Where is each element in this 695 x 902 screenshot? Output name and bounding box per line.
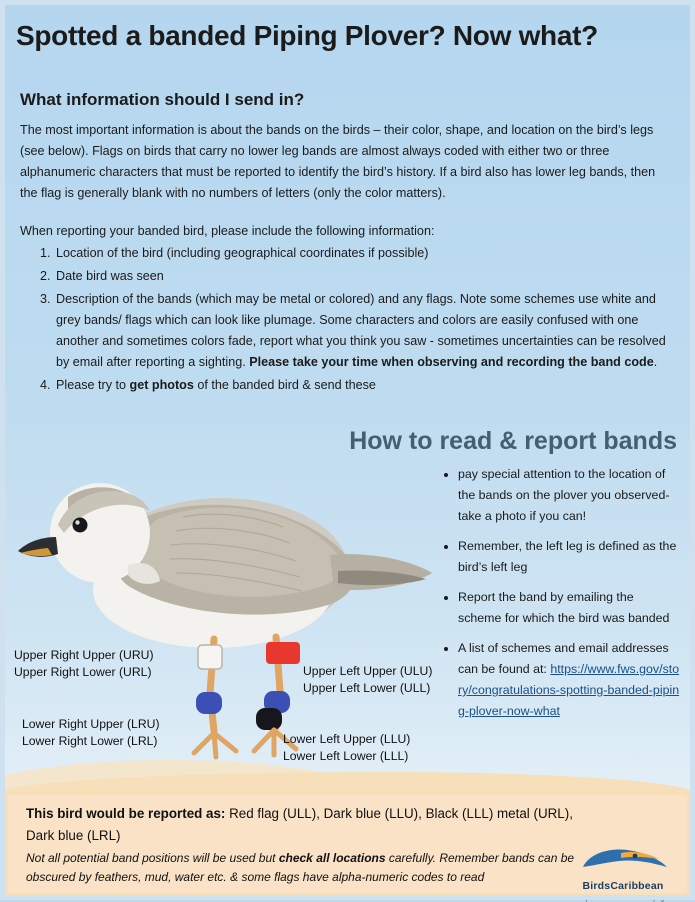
label-upper-left-lower: Upper Left Lower (ULL) xyxy=(303,681,431,695)
label-lower-left-lower: Lower Left Lower (LLL) xyxy=(283,749,409,763)
report-summary-box xyxy=(8,795,687,902)
step-3-emphasis: Please take your time when observing and recording the band code xyxy=(249,355,654,369)
label-lower-right xyxy=(22,716,160,750)
fws-schemes-link[interactable]: https://www.fws.gov/story/congratulations-spotting-banded-piping-plover-now-what xyxy=(458,662,680,718)
report-summary-label: This bird would be reported as: xyxy=(26,806,226,821)
step-4-pre: Please try to xyxy=(56,378,130,392)
howto-bullet-1: pay special attention to the location of the bands on the plover you observed- take a photo if you can! xyxy=(458,467,670,523)
bird-right-foot xyxy=(194,733,236,757)
logo-subtitle: adapted from USFWS webpages xyxy=(574,895,672,902)
report-note-emphasis: check all locations xyxy=(278,851,386,865)
list-item xyxy=(54,289,673,373)
report-summary-line xyxy=(26,803,586,847)
step-4-tail: of the banded bird & send these xyxy=(193,378,376,392)
list-item xyxy=(54,243,673,264)
logo-name: BirdsCaribbean xyxy=(582,880,664,892)
list-item xyxy=(54,266,673,287)
band-dark-blue-lrl xyxy=(196,692,222,714)
section-heading: What information should I send in? xyxy=(20,90,305,109)
intro-paragraph: The most important information is about the bands on the birds – their color, shape, and location on the bird’s legs (see below). Flags on birds that carry no lower leg bands are almost always coded with either two or three alphanumeric characters that must be reported to identify the bird’s history. If a bird also has lower leg bands, then the flag is generally blank with no numbers of letters (only the color matters). xyxy=(20,123,656,200)
step-3-text: Description of the bands (which may be metal or colored) and any flags. Note some schemes use white and grey bands/ flags which can look like plumage. Some characters and colors are easily confused with one another and sometimes colors fade, report what you think you saw - sometimes uncertainties can be resolved by email after reporting a sighting. xyxy=(56,292,666,369)
reporting-steps-list xyxy=(28,243,673,396)
list-item xyxy=(54,375,673,396)
howto-bullet-3: Report the band by emailing the scheme for which the bird was banded xyxy=(458,590,670,625)
page-title: Spotted a banded Piping Plover? Now what? xyxy=(16,20,598,51)
birdscaribbean-logo xyxy=(573,845,673,902)
report-note-post: carefully. Remember bands can be obscured by feathers, mud, water etc. & some flags have alpha-numeric codes to read xyxy=(26,851,575,884)
logo-mark-icon xyxy=(575,845,671,875)
howto-bullet-list xyxy=(440,464,680,731)
label-lower-left xyxy=(283,731,410,765)
label-lower-left-upper: Lower Left Upper (LLU) xyxy=(283,732,411,746)
list-item xyxy=(458,587,680,629)
band-metal-url xyxy=(198,645,222,669)
label-upper-left-upper: Upper Left Upper (ULU) xyxy=(303,664,433,678)
howto-heading: How to read & report bands xyxy=(349,427,677,455)
bird-eye xyxy=(73,518,88,533)
reporting-lead-in: When reporting your banded bird, please include the following information: xyxy=(20,224,435,238)
report-note xyxy=(26,849,596,887)
list-item xyxy=(458,464,680,527)
howto-bullet-2: Remember, the left leg is defined as the bird’s left leg xyxy=(458,539,677,574)
bird-eye-highlight xyxy=(75,520,79,524)
report-summary-value: Red flag (ULL), Dark blue (LLU), Black (LLL) metal (URL), Dark blue (LRL) xyxy=(26,806,573,843)
label-upper-left xyxy=(303,663,432,697)
list-item xyxy=(458,536,680,578)
list-item xyxy=(458,638,680,722)
howto-bullet-4: A list of schemes and email addresses can be found at: xyxy=(458,641,669,676)
report-note-pre: Not all potential band positions will be used but xyxy=(26,851,279,865)
label-lower-right-lower: Lower Right Lower (LRL) xyxy=(22,734,158,748)
band-black-lll xyxy=(256,708,282,730)
step-4-emphasis: get photos xyxy=(129,378,194,392)
label-lower-right-upper: Lower Right Upper (LRU) xyxy=(22,717,160,731)
step-2-text: Date bird was seen xyxy=(56,269,164,283)
step-1-text: Location of the bird (including geographical coordinates if possible) xyxy=(56,246,429,260)
label-upper-right xyxy=(14,647,154,681)
label-upper-right-upper: Upper Right Upper (URU) xyxy=(14,648,154,662)
step-3-tail: . xyxy=(653,355,658,369)
label-upper-right-lower: Upper Right Lower (URL) xyxy=(14,665,152,679)
band-red-flag-ull xyxy=(266,642,300,664)
